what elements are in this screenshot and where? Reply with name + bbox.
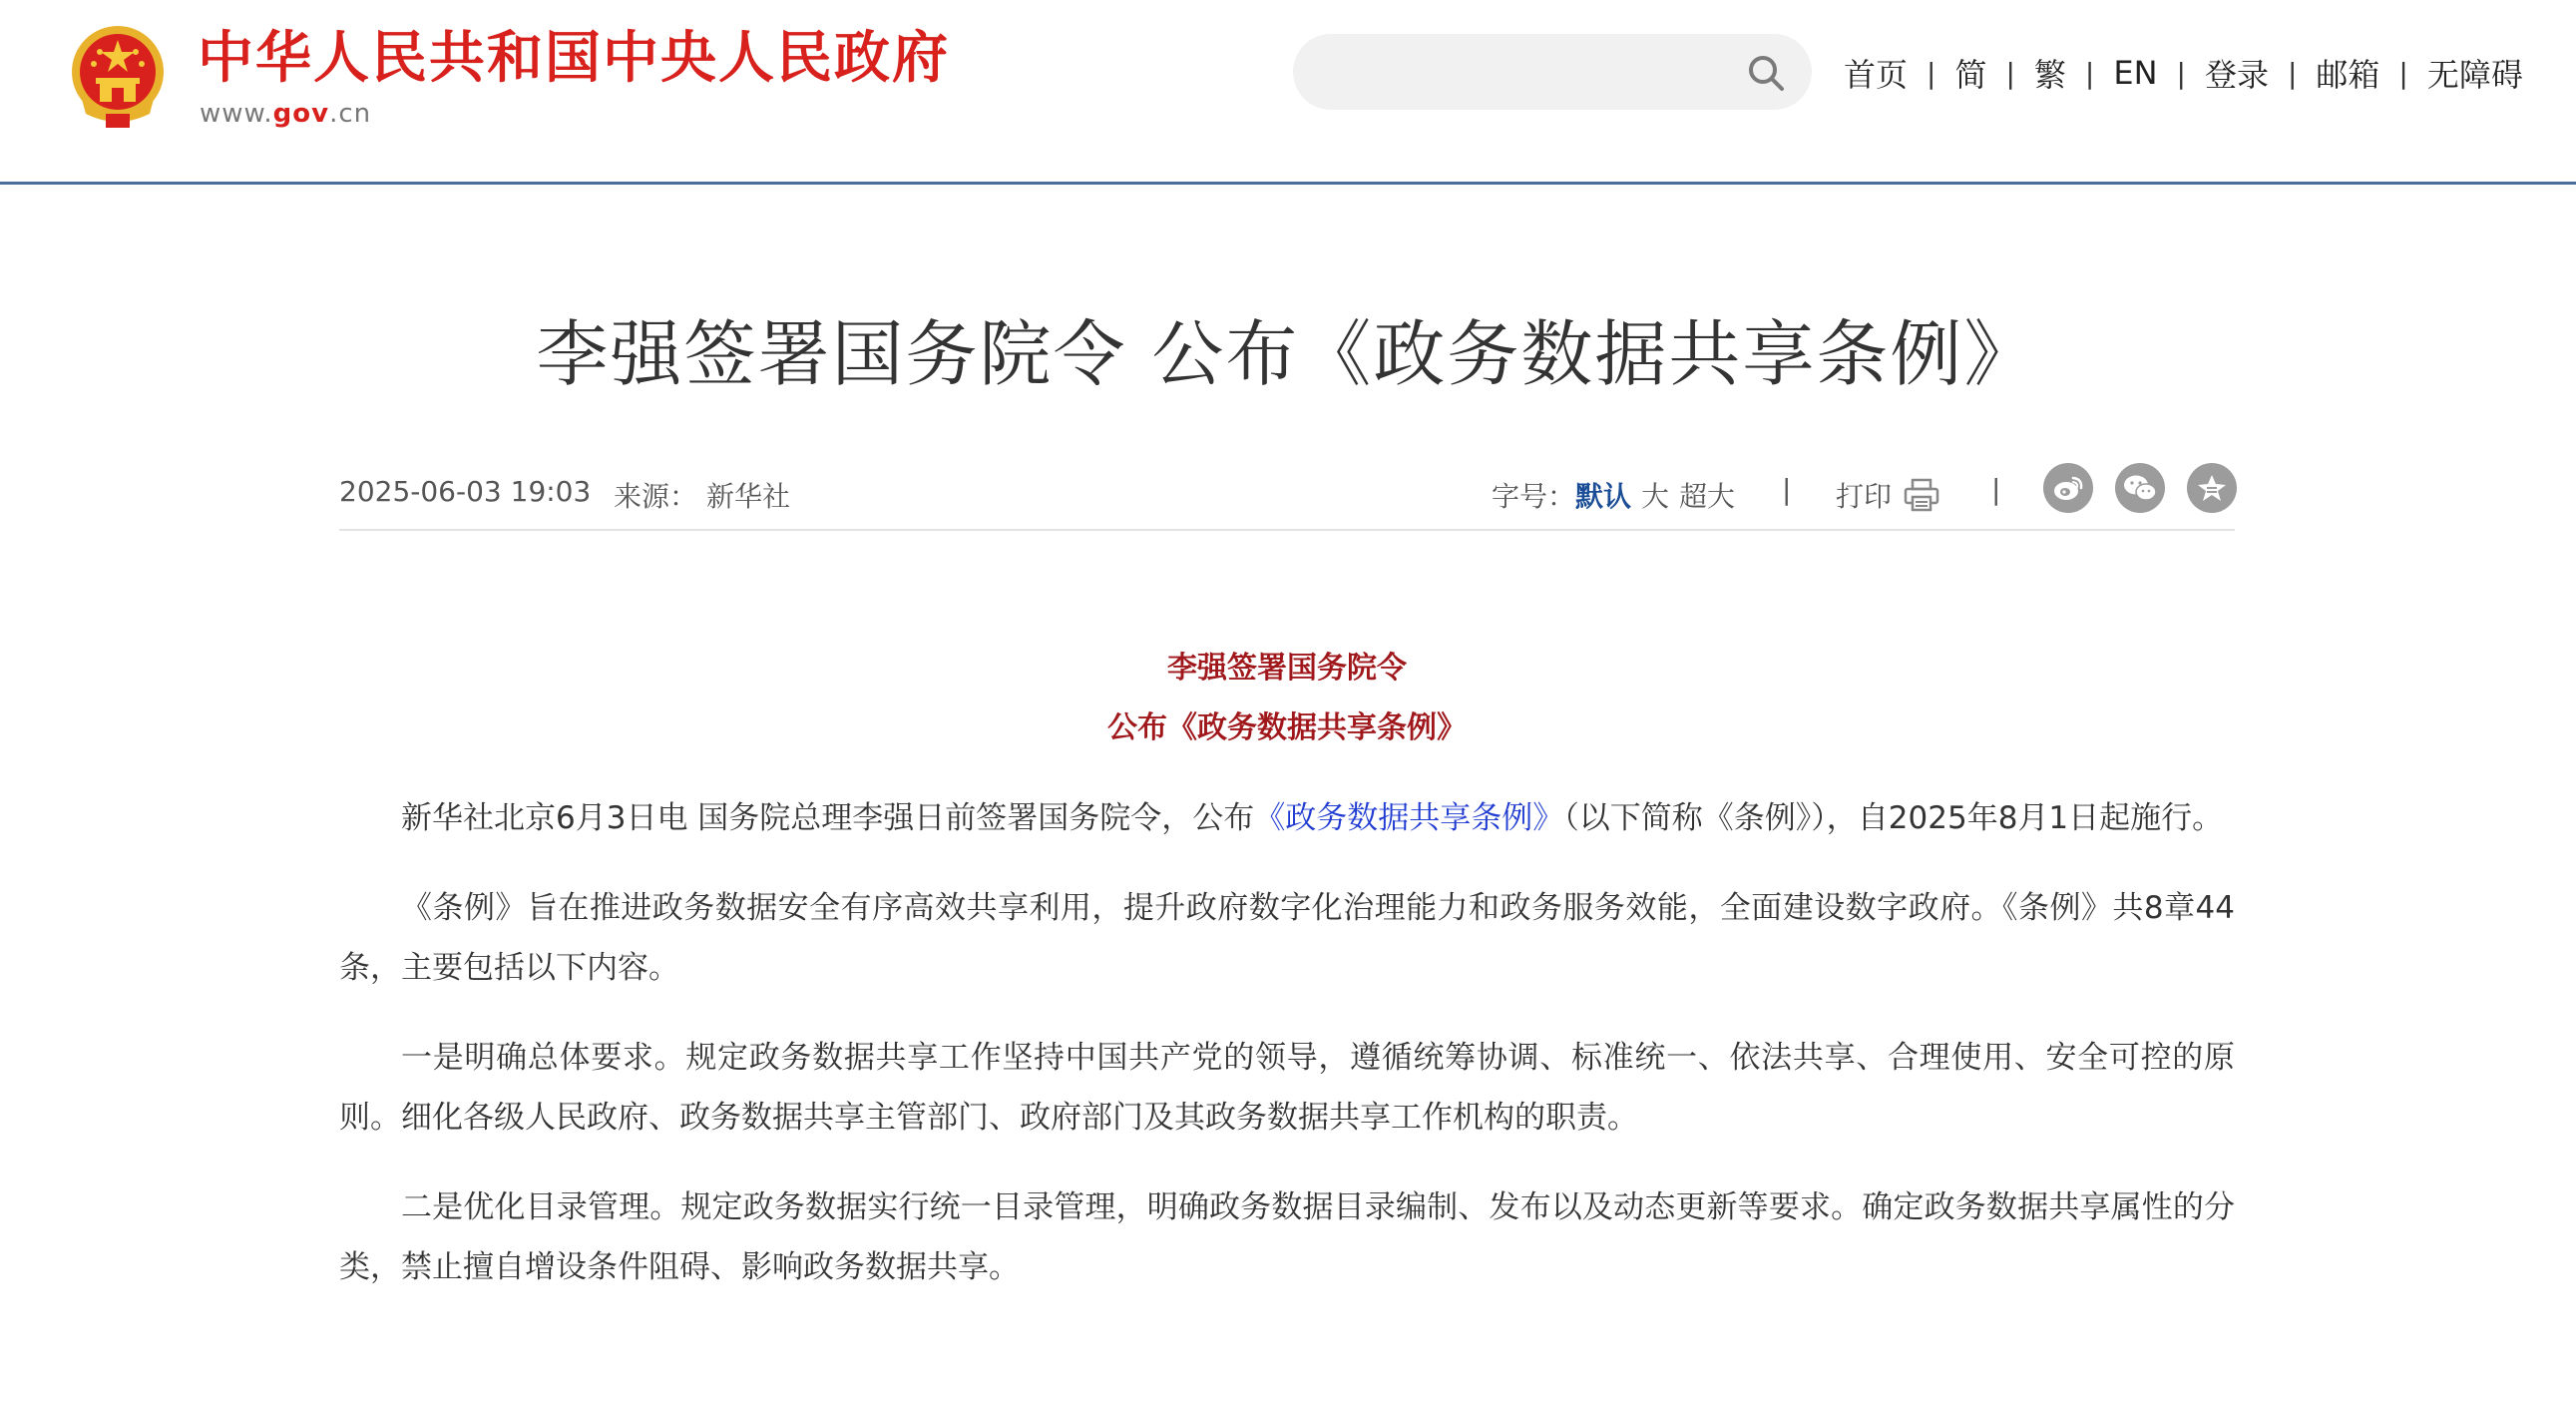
article-body xyxy=(339,639,2235,1297)
meta-separator: | xyxy=(1991,473,2001,506)
nav-mailbox[interactable]: 邮箱 xyxy=(2316,56,2380,94)
font-size-large[interactable]: 大 xyxy=(1641,480,1670,513)
favorite-icon xyxy=(2197,473,2227,503)
nav-home[interactable]: 首页 xyxy=(1844,56,1909,94)
article-title: 李强签署国务院令 公布《政务数据共享条例》 xyxy=(536,312,2038,396)
site-url-suffix: .cn xyxy=(329,99,372,129)
search-box xyxy=(1293,34,1812,110)
nav-traditional[interactable]: 繁 xyxy=(2033,56,2066,94)
site-header xyxy=(0,0,2576,185)
favorite-button[interactable] xyxy=(2187,463,2237,513)
share-wechat-button[interactable] xyxy=(2115,463,2165,513)
paragraph-2: 《条例》旨在推进政务数据安全有序高效共享利用，提升政府数字化治理能力和政务服务效能，全面建设数字政府。《条例》共8章44条，主要包括以下内容。 xyxy=(339,890,2235,986)
nav-english[interactable]: EN xyxy=(2113,54,2158,92)
site-url-prefix: www. xyxy=(200,99,273,129)
wechat-icon xyxy=(2122,473,2158,503)
nav-separator: | xyxy=(2176,56,2186,90)
printer-icon xyxy=(1904,478,1939,512)
article-meta xyxy=(339,471,2235,531)
paragraph-3: 一是明确总体要求。规定政务数据共享工作坚持中国共产党的领导，遵循统筹协调、标准统一、依法共享、合理使用、安全可控的原则。细化各级人民政府、政务数据共享主管部门、政府部门及其政务数据共享工作机构的职责。 xyxy=(339,1040,2235,1136)
site-url-gov: gov xyxy=(272,99,330,129)
meta-separator: | xyxy=(1782,473,1792,506)
paragraph-1-text: 新华社北京6月3日电 国务院总理李强日前签署国务院令，公布 xyxy=(401,800,1255,836)
font-size-default[interactable]: 默认 xyxy=(1575,480,1632,513)
paragraph-1-text-end: （以下简称《条例》），自2025年8月1日起施行。 xyxy=(1563,800,2224,836)
site-title[interactable]: 中华人民共和国中央人民政府 xyxy=(198,26,950,91)
national-emblem-icon[interactable] xyxy=(66,22,170,132)
nav-accessibility[interactable]: 无障碍 xyxy=(2426,56,2523,94)
weibo-icon xyxy=(2051,473,2085,503)
search-input[interactable] xyxy=(1323,34,1726,112)
site-url[interactable] xyxy=(200,98,371,130)
regulation-link[interactable]: 《政务数据共享条例》 xyxy=(1254,800,1564,836)
nav-separator: | xyxy=(2084,56,2095,90)
font-size-control xyxy=(1492,475,1735,515)
top-nav xyxy=(1844,52,2523,94)
source-name: 新华社 xyxy=(706,480,791,513)
nav-separator: | xyxy=(2005,56,2015,90)
paragraph-4: 二是优化目录管理。规定政务数据实行统一目录管理，明确政务数据目录编制、发布以及动态更新等要求。确定政务数据共享属性的分类，禁止擅自增设条件阻碍、影响政务数据共享。 xyxy=(339,1189,2235,1285)
print-button[interactable] xyxy=(1836,475,1939,515)
publish-date: 2025-06-03 19:03 xyxy=(339,475,592,508)
font-size-label: 字号： xyxy=(1492,480,1576,513)
nav-login[interactable]: 登录 xyxy=(2204,56,2269,94)
lead-headline-line1: 李强签署国务院令 xyxy=(1167,651,1407,686)
font-size-xlarge[interactable]: 超大 xyxy=(1679,480,1736,513)
source-label: 来源： xyxy=(614,480,698,513)
search-icon[interactable] xyxy=(1746,53,1786,93)
print-label: 打印 xyxy=(1836,480,1893,513)
lead-headline-line2: 公布《政务数据共享条例》 xyxy=(1107,710,1467,745)
nav-simplified[interactable]: 简 xyxy=(1954,56,1987,94)
share-weibo-button[interactable] xyxy=(2043,463,2093,513)
nav-separator: | xyxy=(1927,56,1936,90)
nav-separator: | xyxy=(2398,56,2408,90)
nav-separator: | xyxy=(2287,56,2298,90)
paragraph-1 xyxy=(339,788,2235,848)
